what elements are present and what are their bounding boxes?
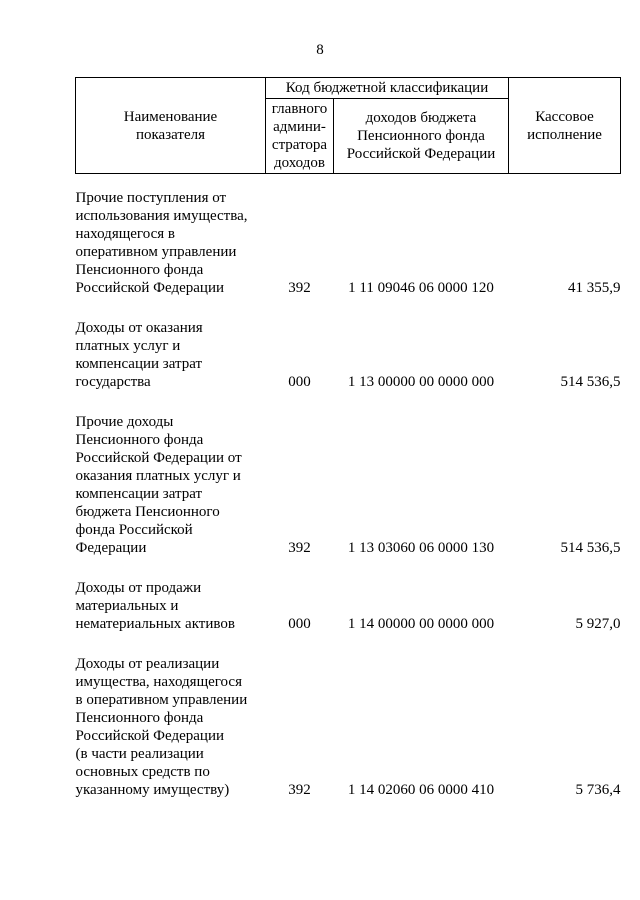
indicator-name-line: Российской Федерации [75,280,225,296]
indicator-name-line: Пенсионного фонда [75,710,204,726]
indicator-name-line: Федерации [75,540,147,556]
table-row [76,633,621,799]
indicator-name-line: Российской Федерации от [75,450,242,466]
header-name-line: Наименование [123,108,218,125]
header-admin-column [266,99,334,174]
header-income-column [334,99,509,174]
indicator-name-line: фонда Российской [75,522,193,538]
indicator-name-cell [76,633,266,799]
admin-code-cell: 000 [288,374,311,390]
header-execution-line: исполнение [527,126,602,143]
table-row [76,557,621,633]
header-name-column [76,78,266,174]
budget-code-cell: 1 13 03060 06 0000 130 [347,540,495,556]
indicator-name-line: нематериальных активов [75,616,235,632]
header-admin-line: главного [271,101,328,117]
indicator-name-line: Российской Федерации [75,728,225,744]
table-header [76,78,621,174]
indicator-name-line: Пенсионного фонда [75,432,204,448]
indicator-name-line: Прочие доходы [75,414,174,430]
indicator-name-cell [76,557,266,633]
execution-value-cell: 514 536,5 [560,374,621,390]
header-admin-line: доходов [274,155,325,171]
indicator-name-line: основных средств по [75,764,210,780]
admin-code-cell: 392 [288,280,311,296]
budget-table [75,77,621,799]
table-body [76,174,621,800]
page-number: 8 [316,42,324,58]
table-row [76,297,621,391]
indicator-name-line: Доходы от оказания [75,320,203,336]
header-income-line: Пенсионного фонда [357,128,485,144]
header-name-line: показателя [135,126,206,143]
header-income-line: доходов бюджета [365,110,477,126]
admin-code-cell: 392 [288,540,311,556]
indicator-name-line: государства [75,374,151,390]
indicator-name-cell [76,174,266,298]
indicator-name-line: в оперативном управлении [75,692,248,708]
execution-value-cell: 5 927,0 [575,616,621,632]
table-row [76,391,621,557]
indicator-name-line: находящегося в [75,226,175,242]
indicator-name-line: Пенсионного фонда [75,262,204,278]
indicator-name-line: компенсации затрат [75,356,203,372]
execution-value-cell: 514 536,5 [560,540,621,556]
indicator-name-line: Доходы от продажи [75,580,202,596]
indicator-name-line: использования имущества, [75,208,248,224]
budget-code-cell: 1 13 00000 00 0000 000 [347,374,495,390]
indicator-name-line: оперативном управлении [75,244,237,260]
indicator-name-line: имущества, находящегося [75,674,242,690]
budget-code-cell: 1 14 00000 00 0000 000 [347,616,495,632]
admin-code-cell: 000 [288,616,311,632]
header-code-group: Код бюджетной классификации [266,78,509,99]
budget-code-cell: 1 14 02060 06 0000 410 [347,782,495,798]
header-admin-line: админи- [273,119,326,135]
admin-code-cell: 392 [288,782,311,798]
table-row [76,174,621,298]
header-execution-column [509,78,621,174]
indicator-name-line: платных услуг и [75,338,181,354]
header-admin-line: стратора [271,137,328,153]
indicator-name-cell [76,391,266,557]
execution-value-cell: 5 736,4 [575,782,621,798]
header-income-line: Российской Федерации [346,146,496,162]
indicator-name-line: указанному имуществу) [75,782,230,798]
indicator-name-line: (в части реализации [75,746,204,762]
execution-value-cell: 41 355,9 [568,280,621,296]
indicator-name-cell [76,297,266,391]
header-execution-line: Кассовое [535,108,594,125]
indicator-name-line: бюджета Пенсионного [75,504,220,520]
budget-code-cell: 1 11 09046 06 0000 120 [348,280,494,296]
indicator-name-line: материальных и [75,598,179,614]
indicator-name-line: Прочие поступления от [75,190,227,206]
indicator-name-line: оказания платных услуг и [75,468,241,484]
indicator-name-line: Доходы от реализации [75,656,220,672]
indicator-name-line: компенсации затрат [75,486,203,502]
